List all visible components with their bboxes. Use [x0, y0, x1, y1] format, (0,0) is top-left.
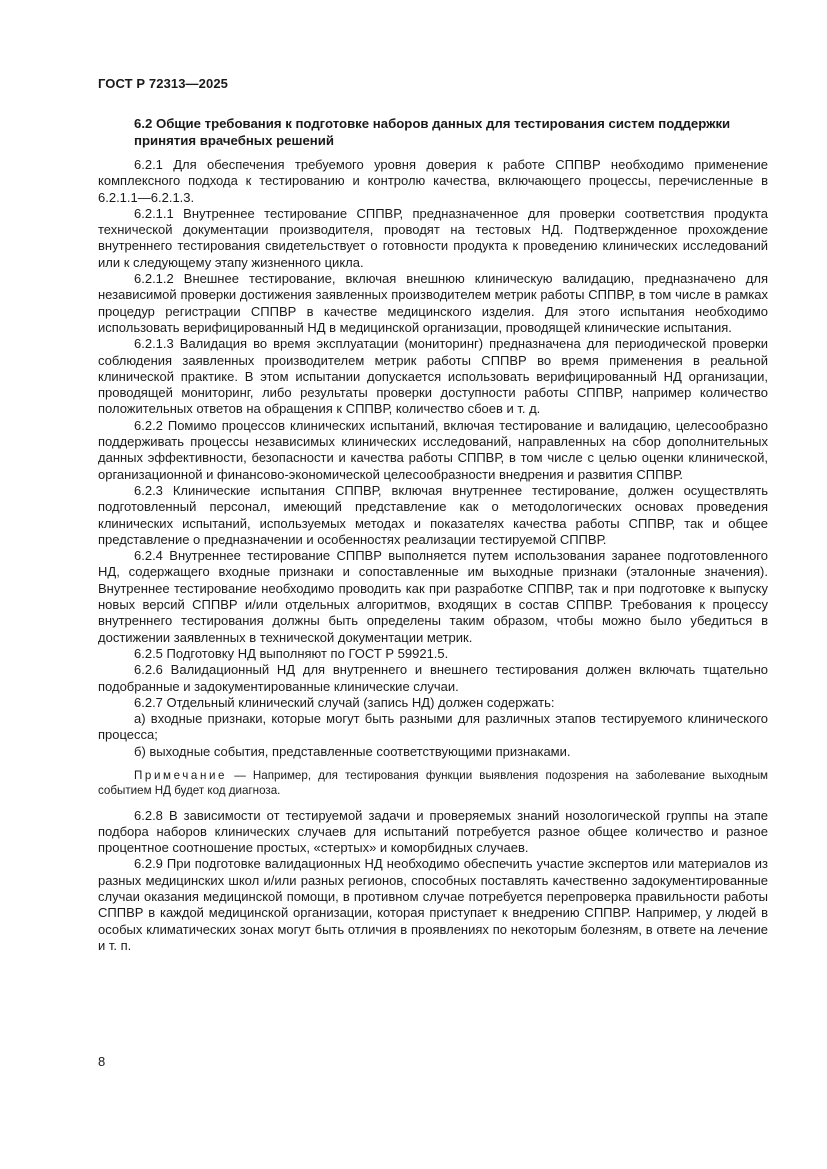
note-text: — Например, для тестирования функции выявления подозрения на заболевание выходным событием НД будет код диагноза.: [98, 768, 768, 797]
paragraph-6-2-5: 6.2.5 Подготовку НД выполняют по ГОСТ Р 59921.5.: [134, 645, 449, 661]
document-header: ГОСТ Р 72313—2025: [98, 76, 228, 91]
paragraph-6-2-7: 6.2.7 Отдельный клинический случай (запись НД) должен содержать:: [134, 694, 555, 710]
list-item-b: б) выходные события, представленные соответствующими признаками.: [134, 743, 571, 759]
list-item-a: а) входные признаки, которые могут быть разными для различных этапов тестируемого клинического процесса;: [98, 711, 768, 743]
document-body: [98, 116, 768, 954]
note-label: Примечание: [134, 768, 228, 782]
page-number: 8: [98, 1054, 106, 1069]
paragraph-6-2-8: 6.2.8 В зависимости от тестируемой задачи и проверяемых знаний нозологической группы на этапе подбора наборов клинических случаев для испытаний потребуется разное общее количество и разное процентное соотношение простых, «стертых» и коморбидных случаев.: [98, 807, 768, 856]
paragraph-6-2-1-1: 6.2.1.1 Внутреннее тестирование СППВР, предназначенное для проверки соответствия продукта технической документации производителя, проводят на тестовых НД. Подтвержденное прохождение внутреннего тестирования свидетельствует о готовности продукта к проведению клинических исследований или к следующему этапу жизненного цикла.: [98, 205, 768, 270]
paragraph-6-2-2: 6.2.2 Помимо процессов клинических испытаний, включая тестирование и валидацию, целесообразно поддерживать процессы независимых клинических исследований, направленных на сбор дополнительных данных эффективности, безопасности и качества работы СППВР, в том числе с целью оценки клинической, организационной и финансово-экономической целесообразности внедрения и развития СППВР.: [98, 417, 768, 482]
paragraph-6-2-9: 6.2.9 При подготовке валидационных НД необходимо обеспечить участие экспертов или материалов из разных медицинских школ и/или разных регионов, способных поставлять качественно задокументированные случаи оказания медицинской помощи, в противном случае потребуется перепроверка правильности работы СППВР в каждой медицинской организации, которая приступает к внедрению СППВР. Например, у людей в особых климатических зонах могут быть отличия в проявлениях по некоторым болезням, в ответе на лечение и т. п.: [98, 856, 768, 953]
paragraph-6-2-1-3: 6.2.1.3 Валидация во время эксплуатации (мониторинг) предназначена для периодической проверки соблюдения заявленных производителем метрик работы СППВР во время применения в реальной клинической практике. В этом испытании допускается использовать верифицированный НД организации, проводящей мониторинг, либо результаты проверки доступности работы СППВР, например количество положительных ответов на обращения к СППВР, количество сбоев и т. д.: [98, 336, 768, 417]
paragraph-6-2-1-2: 6.2.1.2 Внешнее тестирование, включая внешнюю клиническую валидацию, предназначено для независимой проверки достижения заявленных производителем метрик работы СППВР, в том числе в рамках процедур регистрации СППВР в качестве медицинского изделия. Для этого испытания необходимо использовать верифицированный НД в медицинской организации, проводящей клинические испытания.: [98, 271, 768, 335]
paragraph-6-2-4: 6.2.4 Внутреннее тестирование СППВР выполняется путем использования заранее подготовленного НД, содержащего входные признаки и сопоставленные им выходные признаки (эталонные значения). Внутреннее тестирование необходимо проводить как при разработке СППВР, так и при подготовке к выпуску новых версий СППВР и/или отдельных алгоритмов, входящих в состав СППВР. Требования к процессу внутреннего тестирования должны быть определены таким образом, чтобы можно было убедиться в достижении заявленных в технической документации метрик.: [98, 548, 768, 645]
section-title: 6.2 Общие требования к подготовке наборов данных для тестирования систем поддержки принятия врачебных решений: [134, 116, 731, 148]
paragraph-6-2-1: 6.2.1 Для обеспечения требуемого уровня доверия к работе СППВР необходимо применение комплексного подхода к тестированию и контролю качества, включающего процессы, перечисленные в 6.2.1.1—6.2.1.3.: [98, 157, 768, 205]
paragraph-6-2-6: 6.2.6 Валидационный НД для внутреннего и внешнего тестирования должен включать тщательно подобранные и задокументированные клинические случаи.: [98, 662, 768, 694]
paragraph-6-2-3: 6.2.3 Клинические испытания СППВР, включая внутреннее тестирование, должен осуществлять подготовленный персонал, имеющий представление как о методологических основах проведения клинических испытаний, используемых методах и показателях качества работы СППВР, так и общее представление о предназначении и особенностях реализации тестируемой СППВР.: [98, 482, 768, 547]
note: [98, 769, 768, 799]
